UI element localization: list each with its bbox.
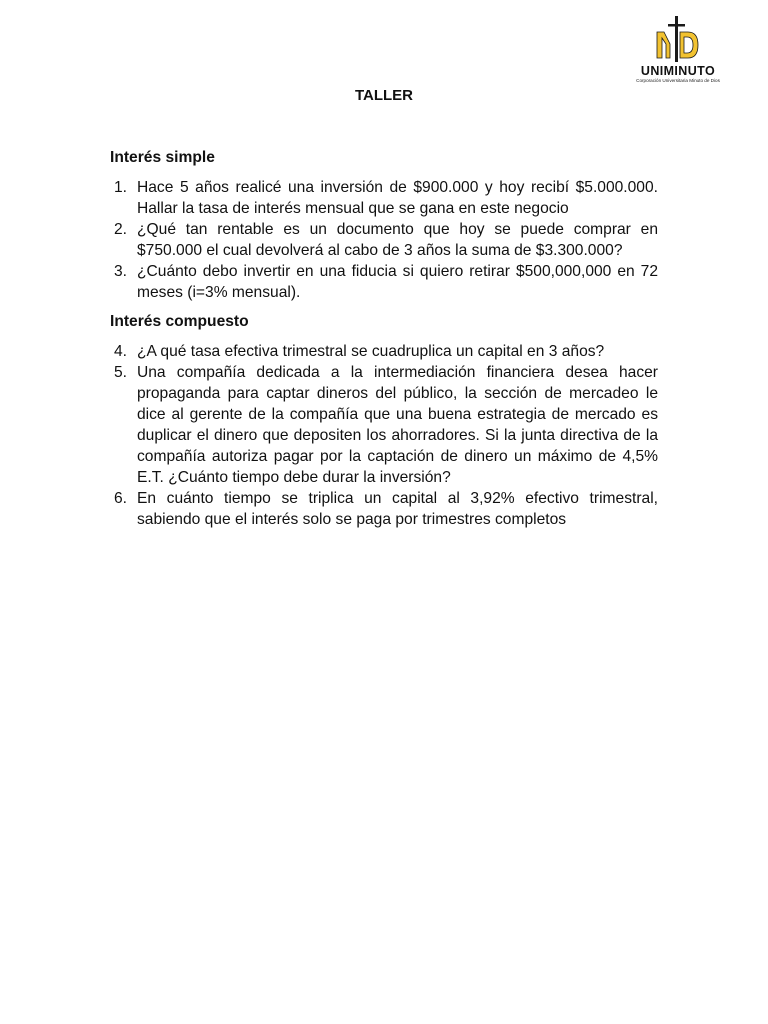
question-text: ¿Cuánto debo invertir en una fiducia si quiero retirar $500,000,000 en 72 meses (i=3% mensual).: [137, 263, 658, 301]
question-text: ¿A qué tasa efectiva trimestral se cuadruplica un capital en 3 años?: [137, 343, 605, 360]
section-heading-compound-interest: Interés compuesto: [110, 313, 249, 330]
question-item: [110, 341, 658, 362]
logo-subtitle: Corporación Universitaria Minuto de Dios: [636, 78, 720, 83]
question-text: ¿Qué tan rentable es un documento que hoy se puede comprar en $750.000 el cual devolverá al cabo de 3 años la suma de $3.300.000?: [137, 221, 658, 259]
question-text: Una compañía dedicada a la intermediación financiera desea hacer propaganda para captar dineros del público, la sección de mercadeo le dice al gerente de la compañía que una buena estrategia de mercado es duplicar el dinero que depositen los ahorradores. Si la junta directiva de la compañía autoriza pagar por la captación de dinero un máximo de 4,5% E.T. ¿Cuánto tiempo debe durar la inversión?: [137, 364, 658, 486]
question-number: 3.: [114, 263, 128, 280]
question-item: [110, 219, 658, 261]
question-item: [110, 261, 658, 303]
question-item: [110, 177, 658, 219]
uniminuto-logo: [624, 14, 732, 88]
question-list-simple-interest: [110, 177, 658, 303]
question-number: 1.: [114, 179, 128, 196]
question-list-compound-interest: [110, 341, 658, 530]
question-number: 5.: [114, 364, 128, 381]
question-item: [110, 488, 658, 530]
question-number: 6.: [114, 490, 128, 507]
document-title: TALLER: [354, 87, 414, 104]
md-logo-icon: [624, 14, 732, 64]
question-number: 2.: [114, 221, 128, 238]
document-body: [110, 148, 658, 530]
question-item: [110, 362, 658, 488]
question-text: En cuánto tiempo se triplica un capital al 3,92% efectivo trimestral, sabiendo que el interés solo se paga por trimestres completos: [137, 490, 658, 528]
section-heading-simple-interest: Interés simple: [110, 149, 215, 166]
question-number: 4.: [114, 343, 128, 360]
question-text: Hace 5 años realicé una inversión de $900.000 y hoy recibí $5.000.000. Hallar la tasa de interés mensual que se gana en este negocio: [137, 179, 658, 217]
logo-wordmark: UNIMINUTO: [640, 64, 716, 78]
